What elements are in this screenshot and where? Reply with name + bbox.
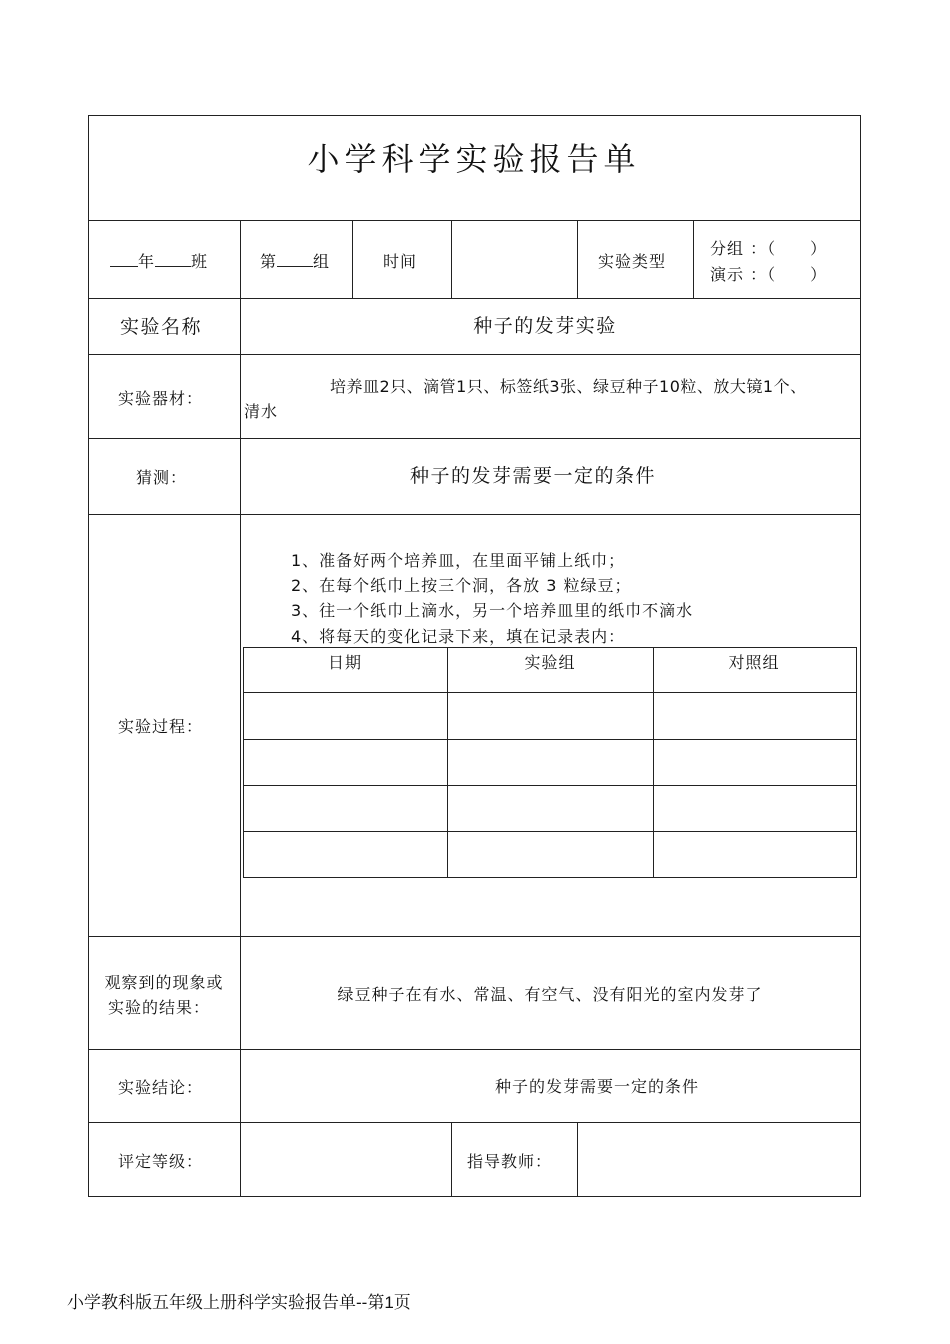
- observation-value: 绿豆种子在有水、常温、有空气、没有阳光的室内发芽了: [337, 985, 763, 1004]
- table-header-experiment-group: 实验组: [524, 653, 576, 672]
- process-step: 2、在每个纸巾上按三个洞，各放 3 粒绿豆；: [291, 576, 632, 595]
- table-cell[interactable]: [244, 693, 447, 738]
- table-cell[interactable]: [448, 740, 653, 785]
- process-step: 4、将每天的变化记录下来，填在记录表内：: [291, 627, 626, 646]
- conclusion-label: 实验结论：: [118, 1078, 204, 1097]
- table-cell[interactable]: [448, 832, 653, 877]
- page-footer: 小学教科版五年级上册科学实验报告单--第1页: [67, 1293, 411, 1312]
- experiment-name-value: 种子的发芽实验: [473, 315, 617, 337]
- table-cell[interactable]: [654, 786, 856, 831]
- type-option-group[interactable]: 分组 ：（ ）: [710, 239, 828, 258]
- materials-line-1: 培养皿2只、滴管1只、标签纸3张、绿豆种子10粒、放大镜1个、: [330, 377, 807, 396]
- year-label: 年: [138, 252, 156, 271]
- table-cell[interactable]: [448, 786, 653, 831]
- table-cell[interactable]: [654, 832, 856, 877]
- table-cell[interactable]: [654, 740, 856, 785]
- teacher-field[interactable]: [580, 1125, 857, 1193]
- experiment-type-label: 实验类型: [598, 252, 667, 271]
- materials-line-2: 清水: [244, 402, 279, 421]
- process-step: 3、往一个纸巾上滴水，另一个培养皿里的纸巾不滴水: [291, 601, 694, 620]
- experiment-name-label: 实验名称: [120, 316, 203, 338]
- type-option-demo[interactable]: 演示 ：（ ）: [710, 265, 828, 284]
- hypothesis-value: 种子的发芽需要一定的条件: [409, 465, 657, 487]
- conclusion-value: 种子的发芽需要一定的条件: [495, 1077, 700, 1096]
- evaluation-label: 评定等级：: [118, 1152, 204, 1171]
- table-cell[interactable]: [448, 693, 653, 738]
- observation-label-line-1: 观察到的现象或: [104, 973, 224, 992]
- teacher-label: 指导教师：: [467, 1152, 553, 1171]
- time-label: 时间: [383, 252, 418, 271]
- table-body: [244, 693, 856, 877]
- class-label: 班: [191, 252, 209, 271]
- class-field[interactable]: [110, 249, 208, 272]
- process-step: 1、准备好两个培养皿，在里面平铺上纸巾；: [291, 551, 626, 570]
- hypothesis-label: 猜测：: [136, 468, 188, 487]
- table-cell[interactable]: [654, 693, 856, 738]
- table-cell[interactable]: [244, 740, 447, 785]
- group-field[interactable]: [260, 249, 330, 272]
- table-header-date: 日期: [327, 653, 363, 672]
- table-cell[interactable]: [244, 786, 447, 831]
- process-label: 实验过程：: [118, 717, 204, 736]
- evaluation-field[interactable]: [244, 1125, 448, 1193]
- table-cell[interactable]: [244, 832, 447, 877]
- materials-label: 实验器材：: [118, 389, 204, 408]
- group-label: 组: [313, 252, 331, 271]
- page-title: 小学科学实验报告单: [307, 140, 641, 178]
- group-prefix: 第: [260, 252, 278, 271]
- table-header-control-group: 对照组: [728, 653, 780, 672]
- observation-label-line-2: 实验的结果：: [107, 998, 211, 1017]
